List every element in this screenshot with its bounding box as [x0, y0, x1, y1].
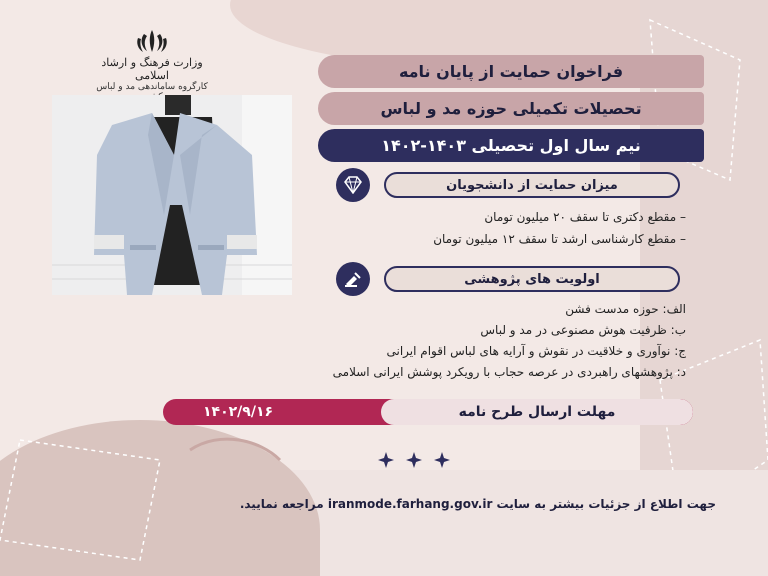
title-semester: نیم سال اول تحصیلی ۱۴۰۳-۱۴۰۲ [318, 129, 704, 162]
deadline-label: مهلت ارسال طرح نامه [381, 399, 693, 425]
decorative-dots [378, 452, 450, 468]
research-icon [336, 262, 370, 296]
flower-dot-icon [406, 452, 422, 468]
priority-item: ب: ظرفیت هوش مصنوعی در مد و لباس [480, 323, 686, 337]
footer-note: جهت اطلاع از جزئیات بیشتر به سایت iranmode.farhang.gov.ir مراجعه نمایید. [239, 497, 716, 511]
ministry-name: وزارت فرهنگ و ارشاد اسلامی [101, 56, 203, 82]
support-item: – مقطع دکتری تا سقف ۲۰ میلیون تومان [484, 210, 686, 224]
deadline-date: ۱۴۰۲/۹/۱۶ [203, 404, 274, 420]
priority-item: ج: نوآوری و خلاقیت در نقوش و آرایه های لباس اقوام ایرانی [386, 344, 686, 358]
diamond-icon [336, 168, 370, 202]
support-item: – مقطع کارشناسی ارشد تا سقف ۱۲ میلیون تومان [433, 232, 686, 246]
title-block [318, 55, 704, 166]
support-heading: میزان حمایت از دانشجویان [384, 172, 680, 198]
priority-item: الف: حوزه مدست فشن [565, 302, 686, 316]
flower-dot-icon [434, 452, 450, 468]
committee-name: کارگروه ساماندهی مد و لباس [96, 82, 208, 92]
ministry-logo [92, 28, 212, 102]
emblem-icon [135, 28, 169, 54]
blazer-photo [52, 95, 292, 295]
title-call: فراخوان حمایت از پایان نامه [318, 55, 704, 88]
deadline-bar [163, 399, 693, 425]
flower-dot-icon [378, 452, 394, 468]
title-field: تحصیلات تکمیلی حوزه مد و لباس [318, 92, 704, 125]
priority-item: د: پژوهشهای راهبردی در عرصه حجاب با رویکرد پوشش ایرانی اسلامی [332, 365, 686, 379]
priorities-heading: اولویت های پژوهشی [384, 266, 680, 292]
